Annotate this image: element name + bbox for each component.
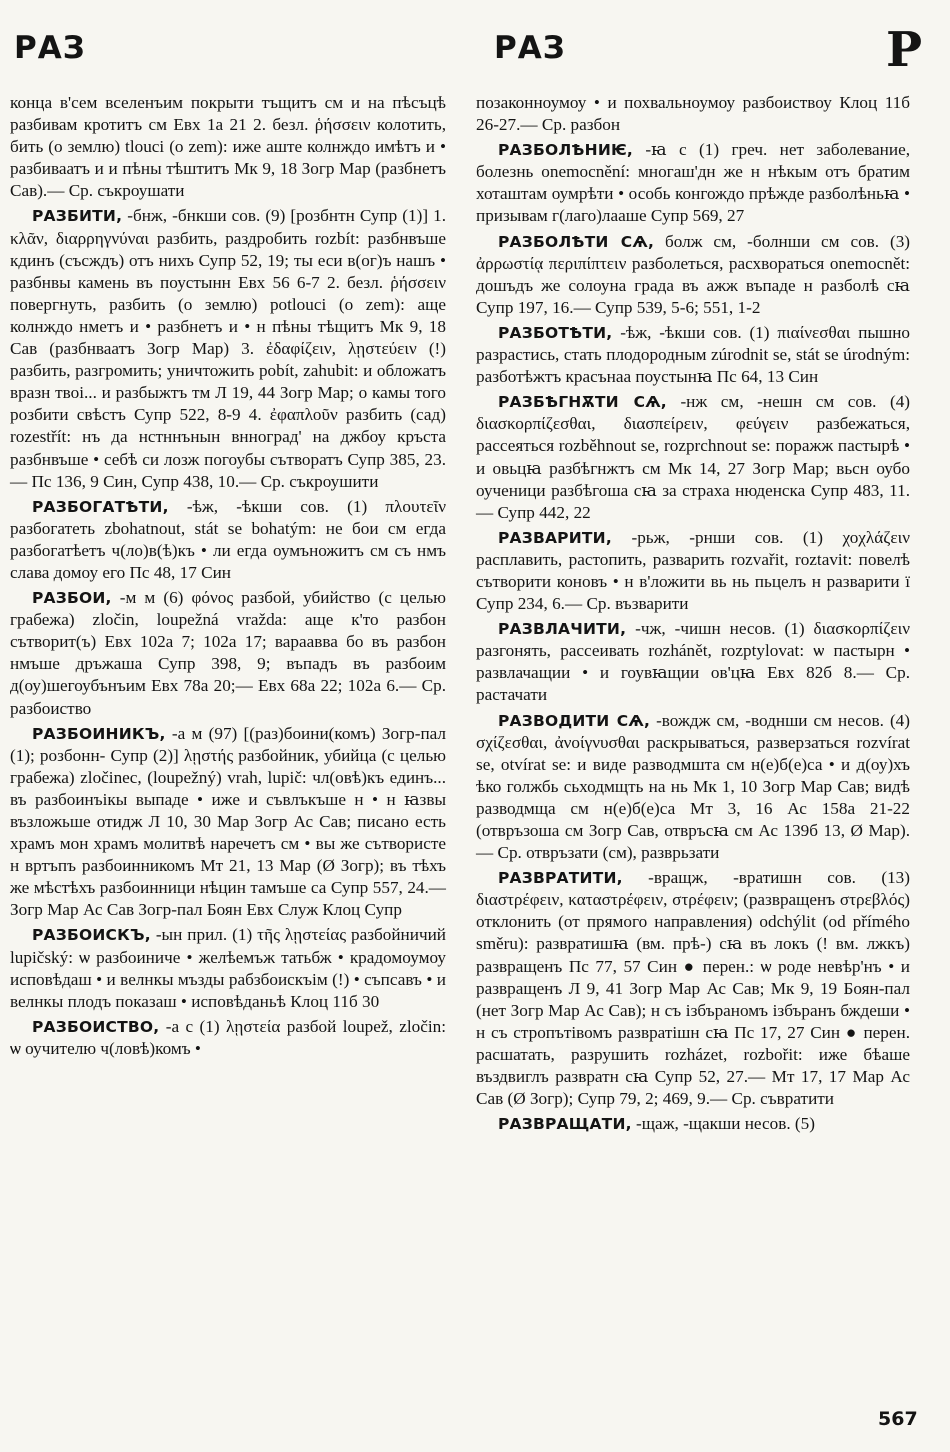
left-column xyxy=(10,92,446,1063)
entry-body: -чж, -чишн несов. (1) διασκορπίζειν разгонять, рассеивать rozhánět, rozptylovat: ѡ пастырн • развлачащии • и гоувꙗщии ов'цꙗ Евх 82б 8.— Ср. растачати xyxy=(476,619,911,705)
entry-body: -ѣж, -ѣкши сов. (1) πλουτεῖν разбогатеть zbohatnout, stát se bohatým: не бои см егда разбогатѣетъ ч(ло)в(ѣ)къ • ли егда оумъножитъ см съ нмъ слава домоу его Пс 48, 17 Син xyxy=(10,496,446,582)
entry-headword: РАЗБОИНИКЪ, xyxy=(32,724,166,743)
entry-body: -м м (6) φόνος разбой, убийство (с целью грабежа) zločin, loupežná vražda: аще к'то разбон сътворит(ъ) Евх 102а 7; 102а 17; вараавва бо въ разбон нмъше дръжаша Супр 398, 9; въпадъ въ разбоим д(оу)шегоубънъим Евх 78а 20;— Евх 68а 22; 102а 6.— Ср. разбоиство xyxy=(10,588,447,718)
entry-body: -ѣж, -ѣкши сов. (1) πιαίνεσθαι пышно разрастись, стать плодородным zúrodnit se, stát se úrodným: разботѣжтъ красънаа поустынꙗ Пс 64, 13 Син xyxy=(476,322,911,387)
dictionary-entry xyxy=(10,92,446,202)
entry-body: -рьж, -рнши сов. (1) χοχλάζειν расплавить, растопить, разварить rozvařit, roztavit: повелѣ сътворити коновъ • н в'ложити вь нь пьцелъ н разварити ї Супр 234, 6.— Ср. възварити xyxy=(476,527,910,614)
dictionary-entry xyxy=(476,139,910,227)
dictionary-entry xyxy=(10,723,446,922)
entry-headword: РАЗВЛАЧИТИ, xyxy=(498,620,627,639)
dictionary-entry xyxy=(476,322,910,388)
entry-headword: РАЗБОТѢТИ, xyxy=(498,323,613,342)
dictionary-entry xyxy=(476,92,910,136)
entry-body: -ꙗ с (1) греч. нет заболевание, болезнь onemocnění: многаш'дн же н нѣкым отъ братим хоташтам оумрѣти • особь конгождо прѣжде разболѣньꙗ • призывам г(лаго)лааше Супр 569, 27 xyxy=(476,140,911,226)
running-head-left: РАЗ xyxy=(14,30,86,66)
dictionary-entry xyxy=(10,587,446,720)
entry-headword: РАЗБОЛѢТИ СѦ, xyxy=(498,232,655,251)
entry-headword: РАЗВОДИТИ СѦ, xyxy=(498,711,651,730)
entry-body: позаконноумоу • и похвальноумоу разбоиствоу Клоц 11б 26-27.— Ср. разбон xyxy=(476,93,910,135)
entry-headword: РАЗБОИСТВО, xyxy=(32,1017,160,1036)
entry-body: -нж см, -нешн см сов. (4) διασκορπίζεσθαι, διασπείρειν, φεύγειν разбежаться, рассеяться rozběhnout se, rozprchnout se: поражж пастырѣ • и овьцꙗ разбѣгнжтъ см Мк 14, 27 Зогр Мар; вьсн оубо оученици разбѣгоша сꙗ за страха нюденска Супр 483, 11.— Супр 442, 22 xyxy=(476,392,911,522)
dictionary-entry xyxy=(10,205,446,492)
dictionary-entry xyxy=(476,1113,910,1135)
entry-headword: РАЗБИТИ, xyxy=(32,207,123,226)
entry-headword: РАЗБѢГНѪТИ СѦ, xyxy=(498,393,667,412)
entry-body: -вождж см, -воднши см несов. (4) σχίζεσθαι, ἀνοίγνυσθαι раскрываться, разверзаться rozvírat se, otvírat se: и виде разводмшта см н(е)б(е)са • и д(оу)хъ ѣко голжбь сьходмщть на нь Мк 1, 10 Зогр Мар Сав; видѣ разводмща см н(е)б(е)са Мт 3, 16 Ас 158а 21-22 (отвръзоша см Зогр Сав, отвръсꙗ см Ас 139б 13, Ø Мар).— Ср. отвръзати (см), разврьзати xyxy=(476,710,910,863)
dictionary-entry xyxy=(10,1016,446,1060)
entry-body: конца в'сем вселенъим покрыти тъщитъ см и на пѣсъцѣ разбивам кротитъ см Евх 1а 21 2. безл. ῥήσσειν колотить, бить (о землю) tlouci (o zem): иже аште колнждо имѣтъ и • разбиваатъ и и пѣны тѣштитъ Мк 9, 18 Зогр Мар (разбнетъ Сав).— Ср. съкроушати xyxy=(10,93,446,201)
entry-headword: РАЗБОГАТѢТИ, xyxy=(32,497,169,516)
entry-body: -ын прил. (1) τῆς λῃστείας разбойничий lupičský: ѡ разбоиниче • желѣемъж татьбж • крадомоумоу исповѣдаш • и велнкы мъзды рабзбоискъім (!) • съпсавъ • и велнкы плодъ показаш • исповѣданьѣ Клоц 11б 30 xyxy=(10,925,446,1011)
dictionary-entry xyxy=(476,527,910,615)
entry-body: болж см, -болнши см сов. (3) ἀρρωστίᾳ περιπίπτειν разболеться, расхвораться onemocnět: дошъдъ же солоуна града въ ажж въпаде н разболѣ сꙗ Супр 197, 16.— Супр 539, 5-6; 551, 1-2 xyxy=(476,231,911,317)
entry-headword: РАЗВАРИТИ, xyxy=(498,528,612,547)
right-column xyxy=(476,92,910,1138)
dictionary-entry xyxy=(476,710,910,865)
entry-body: -а с (1) λῃστεία разбой loupež, zločin: ѡ оучителю ч(ловѣ)комъ • xyxy=(10,1016,446,1058)
entry-body: -бнж, -бнкши сов. (9) [розбнтн Супр (1)] 1. κλᾶν, διαρρηγνύναι разбить, раздробить rozbít: разбнвъше кдинъ (съсждъ) отъ нихъ Супр 52, 19; ты еси в(ог)ъ нашъ • разбнвы камень въ поустынн Евх 56 6-7 2. безл. ῥήσσειν повергнуть, разбить (о землю) potlouci (o zem): аще колнждо нметъ и • разбнетъ и • н пѣны тѣщитъ Мк 9, 18 Сав (разбнваатъ Зогр Мар) 3. ἐδαφίζειν, λῃστεύειν (!) разбить, разгромить; уничтожить pobít, zahubit: и обложатъ вразн твоі... и разбыжтъ тм Л 19, 44 Зогр Мар; о камы того розбити свѣстъ Супр 522, 8-9 4. ἐφαπλοῦν разбить (сад) rozestřít: нъ да нстннънын внноград' на джбоу кръста разбнвъше • себѣ си лозж погоубы сътворатъ Супр 385, 23.— Пс 136, 9 Син, Супр 438, 10.— Ср. съкроушити xyxy=(10,206,446,491)
dictionary-entry xyxy=(476,391,910,524)
entry-headword: РАЗБОЛѢНИѤ, xyxy=(498,141,633,160)
entry-body: -а м (97) [(раз)боини(комъ) Зогр-пал (1); розбонн- Супр (2)] λῃστής разбойник, убийца (с целью грабежа) zločinec, (loupežný) vrah, lupič: чл(овѣ)къ единъ... въ разбоинъікы выпаде • иже и съвлъкъше н • н ꙗзвы възложьше отидж Л 10, 30 Мар Зогр Ас Сав; писано есть храмъ мон храмъ молитвѣ наречетъ см • вы же сътвористе н вртъпъ разбоинникомъ Мт 21, 13 Мар (Ø Зогр); въ тѣхъ же мѣстѣхъ разбоинници нѣцин тамъше са Супр 557, 24.— Зогр Мар Ас Сав Зогр-пал Боян Евх Служ Клоц Супр xyxy=(10,723,446,920)
running-head-center: РАЗ xyxy=(494,30,566,66)
dictionary-entry xyxy=(476,231,910,319)
dictionary-entry xyxy=(476,867,910,1110)
dictionary-entry xyxy=(10,496,446,584)
entry-body: -вращж, -вратишн сов. (13) διαστρέφειν, καταστρέφειν, στρέφειν; (развращенъ στρεβλός) отклонить (от прямого направления) odchýlit (od přímého směru): развратишꙗ (вм. прѣ-) сꙗ въ локъ (! вм. лжкъ) развращенъ Пс 77, 57 Син ● перен.: ѡ роде невѣр'нъ • и развращенъ Л 9, 41 Зогр Мар Ас Сав; Мк 9, 19 Боян-пал (нет Зогр Мар Ас Сав); н съ ізбъраномъ ізбъранъ бждеши • н съ стропътівомъ развратішн сꙗ Пс 17, 27 Син ● перен. расшатать, разрушить rozházet, rozbořit: иже бѣаше въздвиглъ развратн сꙗ Супр 52, 27.— Мт 17, 17 Мар Ас Сав (Ø Зогр); Супр 79, 2; 469, 9.— Ср. съвратити xyxy=(476,868,911,1109)
entry-headword: РАЗВРАТИТИ, xyxy=(498,869,623,888)
section-letter: Р xyxy=(886,22,924,78)
dictionary-entry xyxy=(10,924,446,1012)
dictionary-entry xyxy=(476,618,910,706)
entry-headword: РАЗБОИСКЪ, xyxy=(32,926,151,945)
page-number: 567 xyxy=(878,1408,918,1430)
entry-headword: РАЗВРАЩАТИ, xyxy=(498,1115,632,1134)
entry-body: -щаж, -щакши несов. (5) xyxy=(636,1114,815,1134)
entry-headword: РАЗБОИ, xyxy=(32,589,112,608)
